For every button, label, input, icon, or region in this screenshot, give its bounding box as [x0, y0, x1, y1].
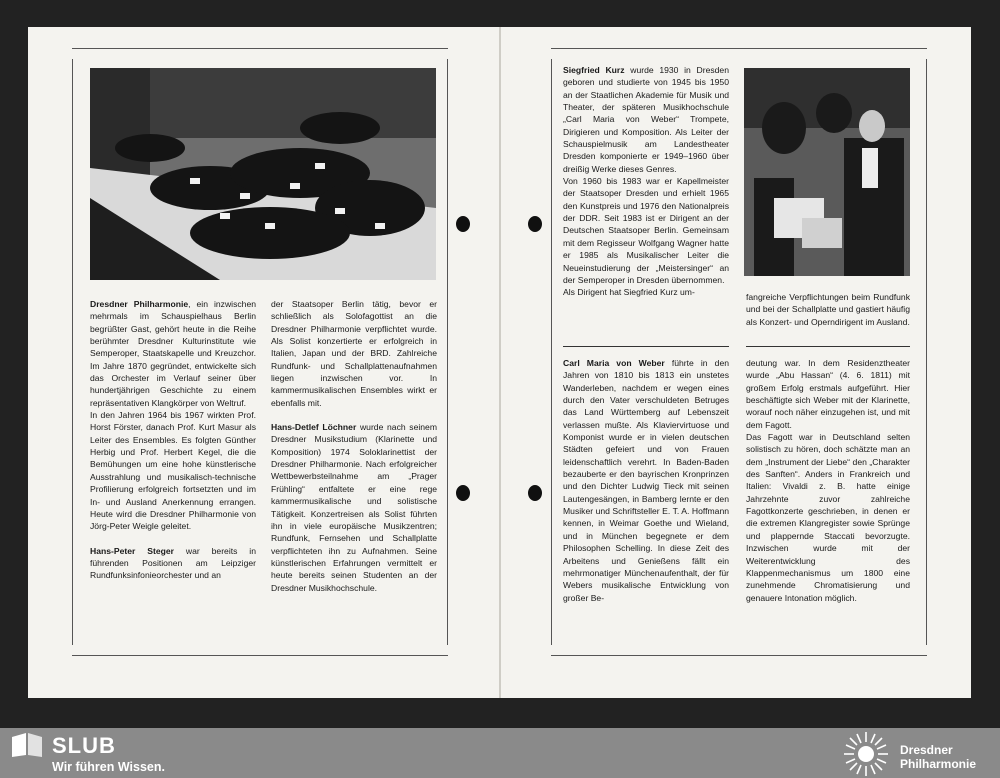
- loechner-name: Hans-Detlef Löchner: [271, 422, 357, 433]
- weber-column-1: [563, 357, 729, 604]
- steger-name: Hans-Peter Steger: [90, 545, 175, 556]
- intro-paragraph: Dresdner Philharmonie, ein inzwischen mehrmals im Schauspielhaus Berlin begrüßter Gast, gehört heute in die Reihe berühmter Dresdner Kulturinstitute wie Semperoper, Staatskapelle und Kreuzchor. Im Jahre 1870 gegründet, entwickelte sich das Orchester im Verlauf seiner über hundertjährigen Geschichte zu einem repräsentativen Klangkörper von Weltruf.: [90, 299, 256, 408]
- slub-logo-text[interactable]: SLUB: [52, 733, 116, 758]
- punch-hole: [528, 216, 542, 232]
- steger-continuation: der Staatsoper Berlin tätig, bevor er schließlich als Solofagottist an die Dresdner Philharmonie verpflichtet wurde. Als Solist konzertierte er erfolgreich in Italien, Japan und der BRD. Zahlreiche Rundfunk- und Schallplattenaufnahmen liegen inzwischen vor. In kammermusikalischen Ensembles wirkt er ebenfalls mit.: [271, 299, 437, 408]
- kurz-paragraph-2: Von 1960 bis 1983 war er Kapellmeister der Staatsoper Dresden und erhielt 1965 den Kunstpreis und 1976 den Nationalpreis der DDR. Seit 1983 ist er Dirigent an der Deutschen Staatsoper Berlin. Gemeinsam mit dem Regisseur Wolfgang Wagner hatte er 1985 als Musikalischer Leiter die Neueinstudierung der „Meistersinger“ an der Semperoper in Dresden übernommen.: [563, 176, 729, 285]
- kurz-paragraph: Siegfried Kurz wurde 1930 in Dresden geboren und studierte von 1945 bis 1950 an der Staatlichen Akademie für Musik und Theater, der späteren Musikhochschule „Carl Maria von Weber“ Trompete, Dirigieren und Komposition. Als Leiter der Schauspielmusik am Landestheater Dresden komponierte er 1949–1960 über dreißig Werke dieses Genres.: [563, 65, 729, 174]
- section-divider: [563, 346, 729, 347]
- history-paragraph: In den Jahren 1964 bis 1967 wirkten Prof. Horst Förster, danach Prof. Kurt Masur als Leiter des Ensembles. Es folgten Günther Herbig und Prof. Herbert Kegel, die die Bemühungen um eine hohe künstlerische Ausstrahlung und musikalisch-technische Profilierung erfolgreich fortsetzten und im In- und Ausland Anerkennung errangen. Heute wird die Dresdner Philharmonie von Jörg-Peter Weigle geleitet.: [90, 410, 256, 532]
- kurz-column: [563, 64, 729, 299]
- punch-hole: [456, 485, 470, 501]
- punch-hole: [528, 485, 542, 501]
- weber-continuation: deutung war. In dem Residenztheater wurde „Abu Hassan“ (4. 6. 1811) mit großem Erfolg erstmals aufgeführt. Hier beschäftigte sich Weber mit der Klarinette, worauf noch näher einzugehen ist, und mit dem Fagott.: [746, 358, 910, 430]
- punch-hole: [456, 216, 470, 232]
- ensemble-name: Dresdner Philharmonie: [90, 299, 189, 309]
- page-fold: [499, 27, 501, 698]
- weber-fagott-paragraph: Das Fagott war in Deutschland selten solistisch zu hören, doch schätzte man an dem „Instrument der Liebe“ den „Charakter des Sanften“. Anders in Frankreich und Italien: Vivaldi z. B. hatte einige Jahrzehnte zuvor zahlreiche Fagottkonzerte geschrieben, in denen er die extremen Klangregister sowie Sprünge und plappernde Staccati bevorzugte. Inzwischen wurde mit der Weiterentwicklung des Klappenmechanismus um 1800 eine zunehmende Chromatisierung und genauere Intonation möglich.: [746, 432, 910, 603]
- left-column-1: [90, 298, 256, 582]
- conductor-photo: [744, 68, 910, 276]
- partner-logo-text: Dresdner Philharmonie: [900, 743, 977, 771]
- book-icon: [12, 733, 42, 757]
- section-divider: [746, 346, 910, 347]
- kurz-continuation: fangreiche Verpflichtungen beim Rundfunk und bei der Schallplatte und gastiert häufig als Konzert- und Operndirigent im Ausland.: [746, 292, 910, 327]
- kurz-name: Siegfried Kurz: [563, 65, 625, 75]
- slub-slogan: Wir führen Wissen.: [52, 760, 165, 774]
- loechner-paragraph: Hans-Detlef Löchner wurde nach seinem Dresdner Musikstudium (Klarinette und Komposition) 1974 Soloklarinettist der Dresdner Philharmonie. Nach erfolgreicher Wettbewerbsteilnahme am „Prager Frühling“ entfaltete er eine rege kammermusikalische und solistische Tätigkeit. Konzertreisen als Solist führten ihn in viele europäische Musikzentren; Rundfunk, Fernsehen und Schallplatte verpflichteten ihn zu Aufnahmen. Seine künstlerischen Erfahrungen vermittelt er heute bereits seinen Studenten an der Dresdner Musikhochschule.: [271, 422, 437, 593]
- sun-logo-icon: [842, 730, 890, 778]
- weber-name: Carl Maria von Weber: [563, 358, 665, 368]
- weber-paragraph: Carl Maria von Weber führte in den Jahren von 1810 bis 1813 ein unstetes Wanderleben, nachdem er wegen eines durch den Vater verschuldeten Betruges das Land Württemberg auf Lebenszeit verlassen mußte. Als Klaviervirtuose und Komponist wurde er in vielen deutschen Städten gefeiert und von Frauen leidenschaftlich verehrt. In Baden-Baden bezauberte er den bayrischen Kronprinzen und den Dichter Ludwig Tieck mit seinen Lautengesängen, in Bamberg lernte er den Musiker und Schriftsteller E. T. A. Hoffmann kennen, in Weimar Goethe und Wieland, und in München begegnete er dem Philosophen Schelling. In diese Zeit des Arbeitens und Genießens fällt ein mehrmonatiger Münchenaufenthalt, der für Webers musikalische Entwicklung von großer Be-: [563, 358, 730, 603]
- kurz-paragraph-3: Als Dirigent hat Siegfried Kurz um-: [563, 287, 695, 298]
- weber-column-2: [746, 357, 910, 604]
- steger-paragraph: Hans-Peter Steger war bereits in führenden Positionen am Leipziger Rundfunksinfonieorchester und an: [90, 545, 256, 581]
- left-column-2: [271, 298, 437, 594]
- orchestra-photo: [90, 68, 436, 280]
